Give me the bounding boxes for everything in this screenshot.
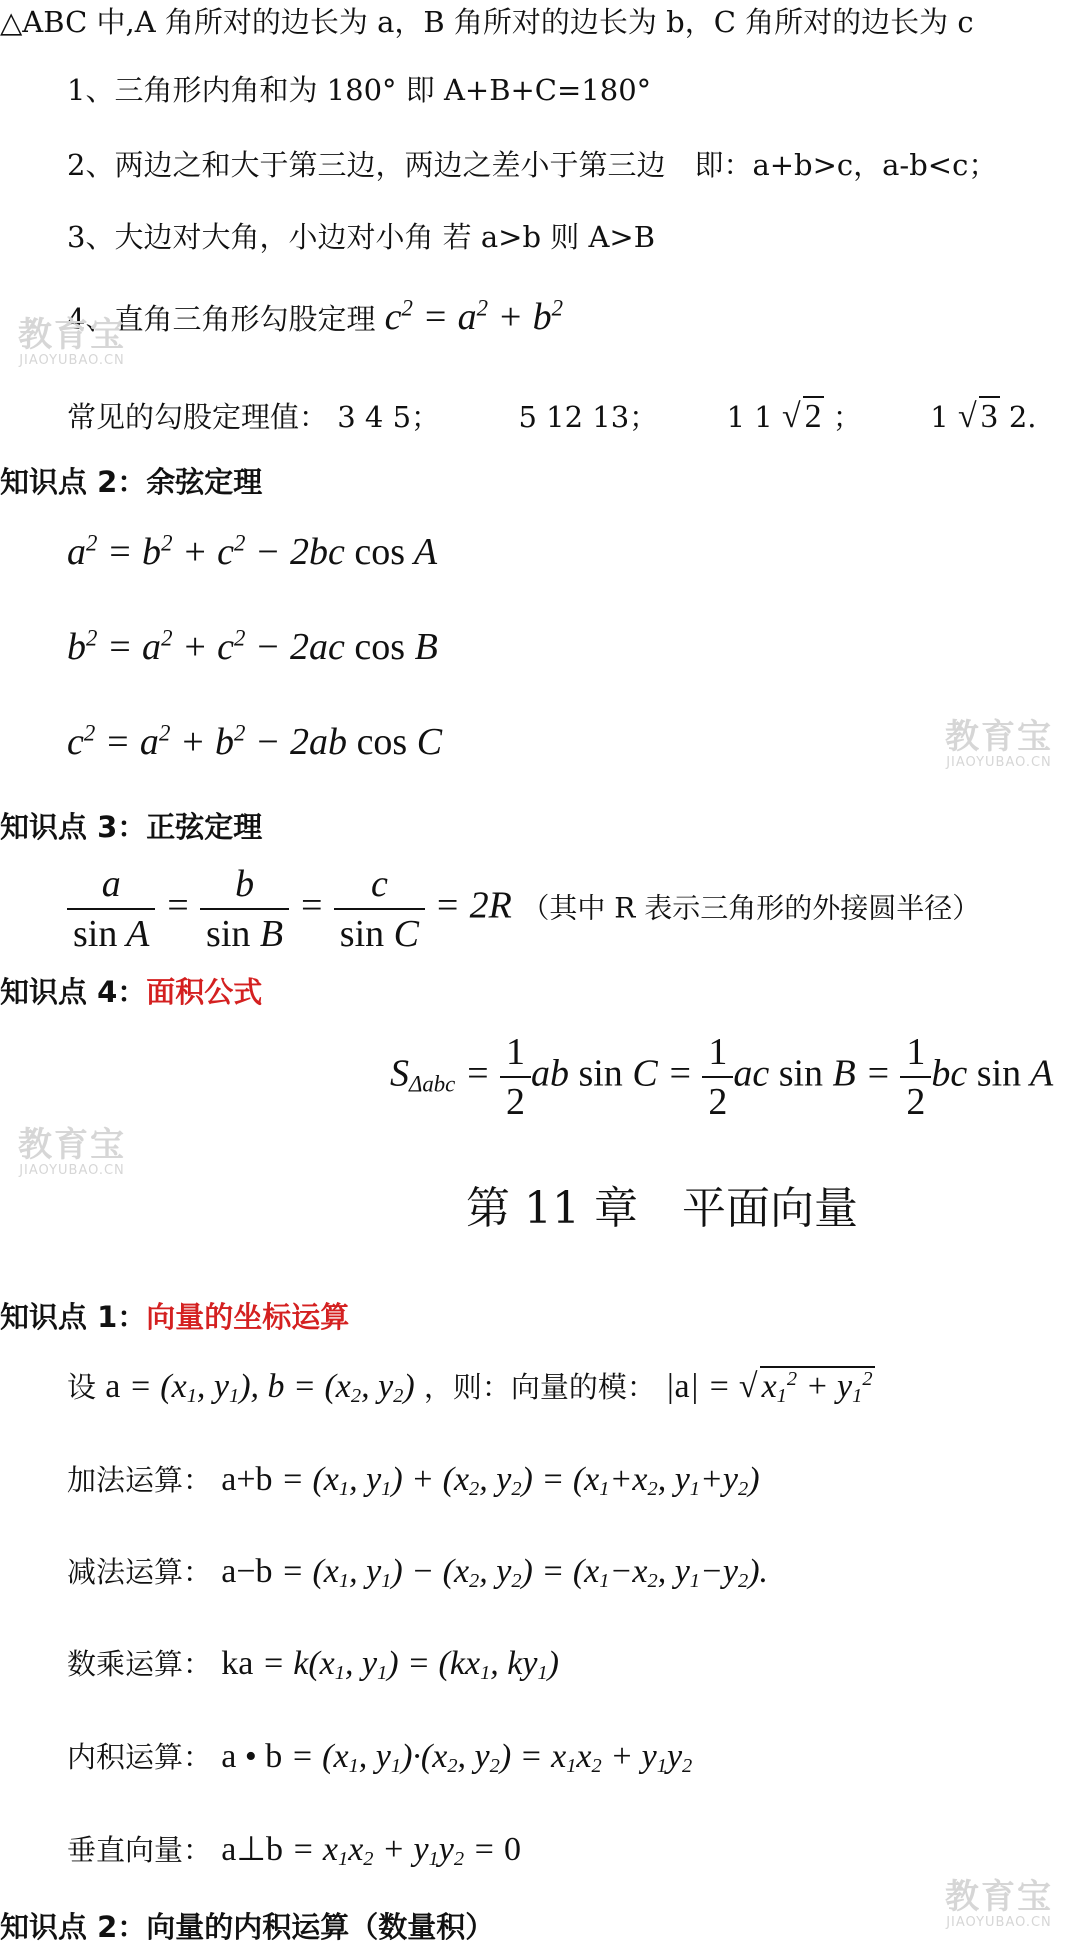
point-2: 2、两边之和大于第三边，两边之差小于第三边 即：a+b>c，a-b<c； <box>67 148 998 182</box>
sine-law-note: （其中 R 表示三角形的外接圆半径） <box>521 891 981 925</box>
common-values-set1: 3 4 5； <box>337 400 441 434</box>
intro-line: △ABC 中,A 角所对的边长为 a，B 角所对的边长为 b，C 角所对的边长为 c <box>0 5 974 39</box>
kp3-label: 知识点 3： <box>0 810 147 844</box>
area-formula: $S_{\Delta abc}$ = $\frac{1}{2}$ ab sin C = $\frac{1}{2}$ ac sin B = $\frac{1}{2}$ bc sin A <box>390 1031 1054 1123</box>
kp3-heading <box>0 805 262 846</box>
vector-add-label: 加法运算： <box>67 1463 213 1497</box>
sine-law: $\frac{a}{\text{sin A}}$ = $\frac{b}{\text{sin B}}$ = $\frac{c}{\text{sin C}}$ = 2R （其中 R 表示三角形的外接圆半径） <box>67 862 980 956</box>
vector-add: 加法运算： $a+b = (x_1$, $y_1) + (x_2$, $y_2) = (x_1+x_2$, $y_1+y_2$) <box>67 1461 760 1501</box>
vector-kp2-heading <box>0 1905 494 1946</box>
point-4 <box>67 295 563 339</box>
kp2-label: 知识点 2： <box>0 465 147 499</box>
watermark-logo: 教育宝 JIAOYUBAO.CN <box>18 1125 126 1178</box>
vector-kp1-heading <box>0 1295 349 1336</box>
cosine-law-b: $b^2 = a^2 + c^2 - 2ac$ cos B <box>67 625 438 668</box>
kp4-title: 面积公式 <box>146 975 263 1009</box>
vector-dot: 内积运算： a • $b = (x_1$, $y_1)\cdot(x_2$, $y_2) = x_1x_2 + y_1y_2$ <box>67 1738 693 1778</box>
vector-scalar-label: 数乘运算： <box>67 1647 213 1681</box>
kp4-heading <box>0 970 262 1011</box>
kp4-label: 知识点 4： <box>0 975 147 1009</box>
vector-set-mid: ，则：向量的模： <box>423 1370 656 1404</box>
sqrt-three: 3 <box>980 398 998 435</box>
kp3-title: 正弦定理 <box>146 810 263 844</box>
vector-sub: 减法运算： $a-b = (x_1$, $y_1) - (x_2$, $y_2) = (x_1-x_2$, $y_1-y_2$). <box>67 1553 769 1593</box>
pythagoras-label: 4、直角三角形勾股定理 <box>67 302 376 336</box>
pythagoras-formula: $c^2 = a^2 + b^2$ <box>384 295 564 338</box>
cosine-law-a: $a^2 = b^2 + c^2 - 2bc$ cos A <box>67 530 438 573</box>
vector-kp2-title: 向量的内积运算（数量积） <box>146 1910 495 1944</box>
vector-kp1-title: 向量的坐标运算 <box>146 1300 350 1334</box>
common-values-set4-end: 2. <box>1008 400 1037 434</box>
common-values-line: 常见的勾股定理值： 3 4 5； 5 12 13； 1 1 √ 2 ； 1 √ 3 2. <box>67 398 1037 435</box>
common-values-set4: 1 <box>930 400 949 434</box>
vector-perp-label: 垂直向量： <box>67 1833 213 1867</box>
point-1: 1、三角形内角和为 180° 即 A+B+C=180° <box>67 73 652 107</box>
vector-kp2-label: 知识点 2： <box>0 1910 147 1944</box>
watermark-logo: 教育宝 JIAOYUBAO.CN <box>945 717 1053 770</box>
vector-kp1-label: 知识点 1： <box>0 1300 147 1334</box>
kp2-title: 余弦定理 <box>146 465 263 499</box>
common-values-label: 常见的勾股定理值： <box>67 400 329 434</box>
watermark-logo: 教育宝 JIAOYUBAO.CN <box>945 1877 1053 1930</box>
cosine-law-c: $c^2 = a^2 + b^2 - 2ab$ cos C <box>67 720 443 763</box>
watermark-logo: 教育宝 JIAOYUBAO.CN <box>18 315 126 368</box>
kp2-heading <box>0 460 262 501</box>
chapter-title: 第 11 章 平面向量 <box>466 1183 858 1234</box>
sqrt-two: 2 <box>804 398 822 435</box>
vector-dot-label: 内积运算： <box>67 1740 213 1774</box>
common-values-set3: 1 1 <box>726 400 773 434</box>
vector-scalar: 数乘运算： ka = $k(x_1$, $y_1) = (kx_1$, $ky_1$) <box>67 1645 559 1685</box>
vector-set-prefix: 设 <box>67 1370 97 1404</box>
common-values-set2: 5 12 13； <box>518 400 659 434</box>
vector-definition: 设 $a = (x_1$, $y_1$), $b = (x_2$, $y_2$) ，则：向量的模： |a| = √ $x_1^2 + y_1^2$ <box>67 1367 873 1408</box>
vector-sub-label: 减法运算： <box>67 1555 213 1589</box>
point-3: 3、大边对大角，小边对小角 若 a>b 则 A>B <box>67 220 656 254</box>
vector-perp: 垂直向量： a⊥b = $x_1x_2 + y_1y_2 = 0$ <box>67 1831 521 1871</box>
common-values-set3-end: ； <box>832 400 862 434</box>
